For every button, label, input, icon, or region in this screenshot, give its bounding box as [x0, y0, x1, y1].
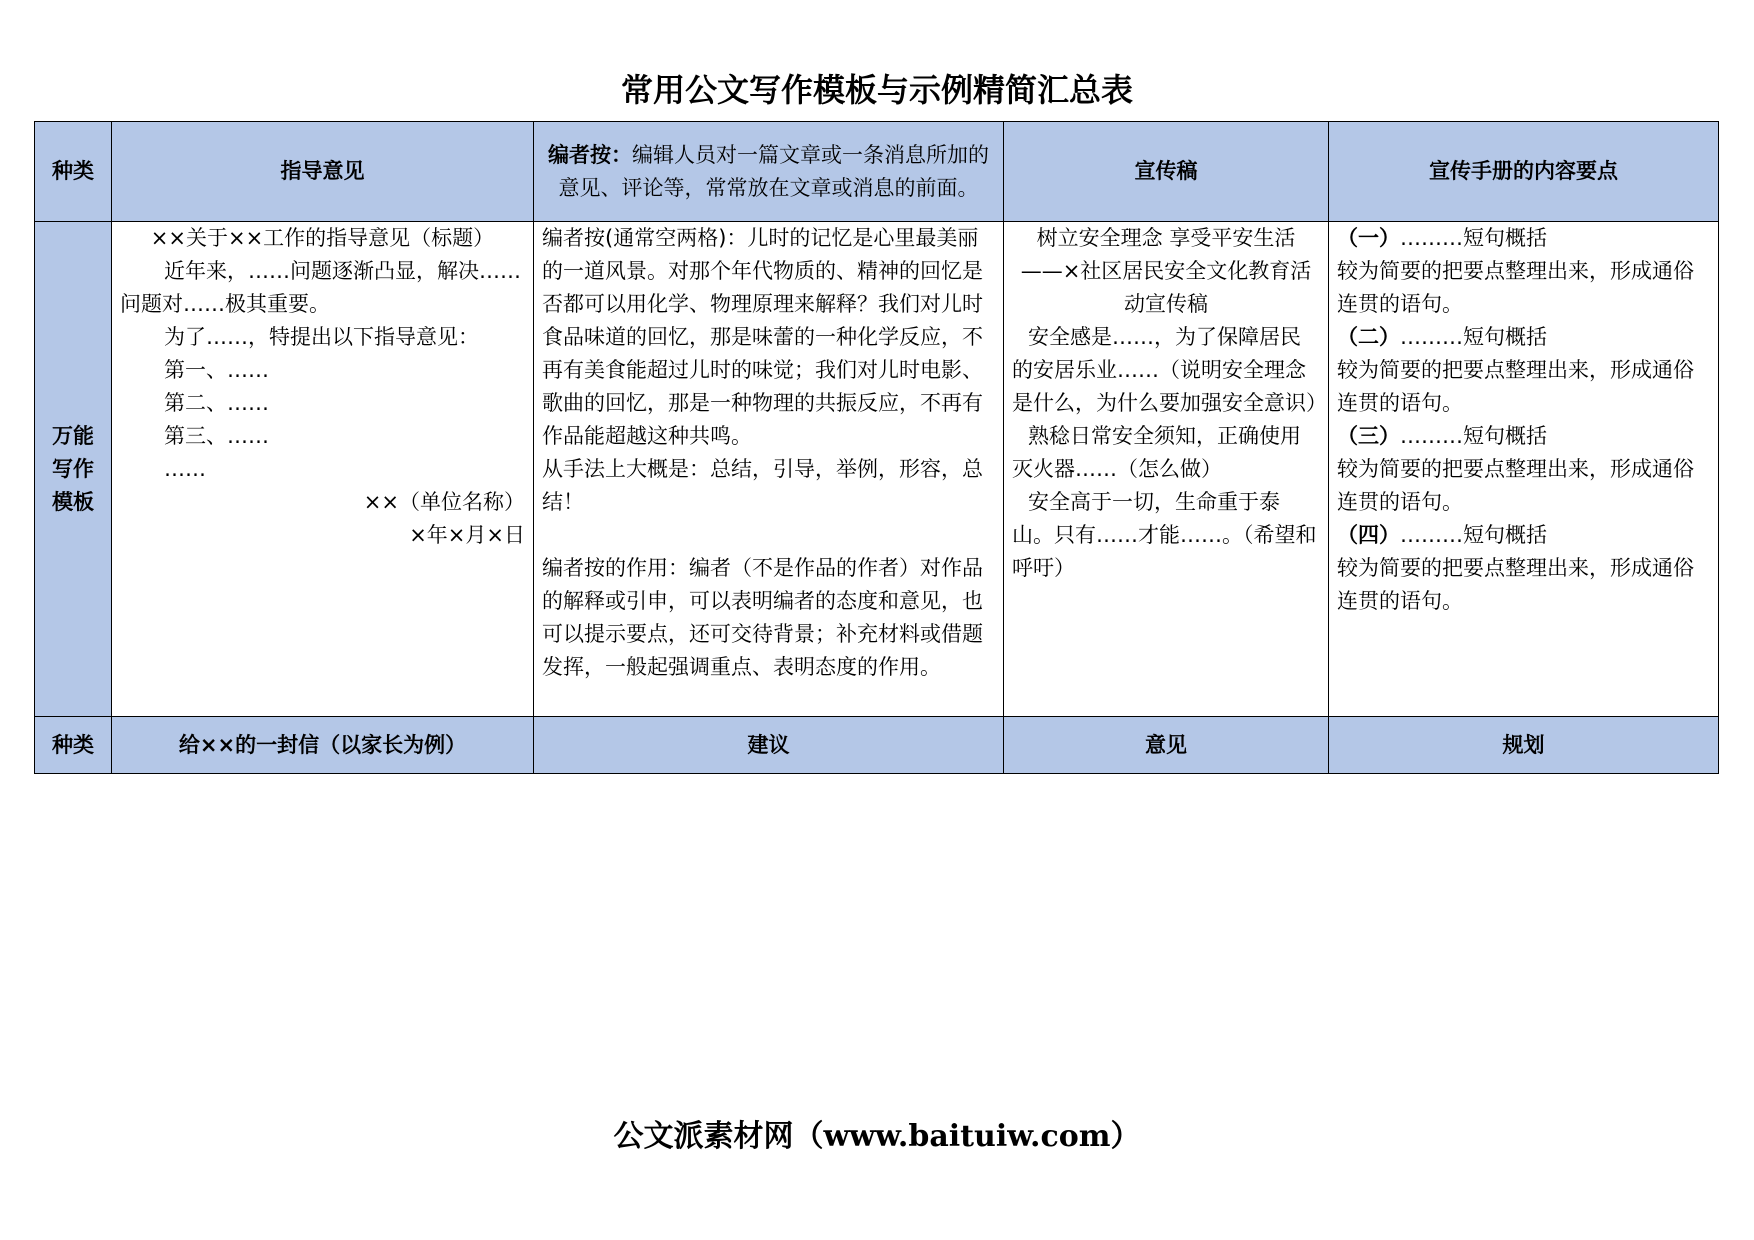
publicity-title: 树立安全理念 享受平安生活	[1036, 226, 1296, 250]
guidance-date: ×年×月×日	[409, 523, 525, 547]
brochure-point-4-heading	[1337, 519, 1710, 552]
site-footer: 公文派素材网（www.baituiw.com）	[613, 1119, 1141, 1154]
guidance-title: ××关于××工作的指导意见（标题）	[150, 226, 495, 250]
template-kind-label: 万能写作模板	[52, 423, 94, 514]
brochure-point-1-summary: ………短句概括	[1400, 226, 1547, 250]
publicity-para-1: 安全感是……，为了保障居民的安居乐业……（说明安全理念是什么，为什么要加强安全意识）	[1012, 325, 1327, 415]
summary-table	[34, 121, 1719, 774]
guidance-para-2: 为了……，特提出以下指导意见：	[164, 325, 479, 349]
template-kind-cell	[35, 222, 112, 717]
guidance-signer: ××（单位名称）	[363, 490, 525, 514]
header-kind-cell: 种类	[35, 122, 112, 222]
brochure-point-2-summary: ………短句概括	[1400, 325, 1547, 349]
brochure-point-2-number: （二）	[1337, 325, 1400, 349]
header-row	[35, 122, 1719, 222]
blank-line	[542, 519, 995, 552]
editor-note-technique: 从手法上大概是：总结，引导，举例，形容，总结！	[542, 457, 983, 514]
publicity-para-3: 安全高于一切，生命重于泰山。只有……才能……。（希望和呼吁）	[1012, 490, 1317, 580]
header-opinion-cell: 意见	[1004, 717, 1329, 774]
brochure-point-1-text: 较为简要的把要点整理出来，形成通俗连贯的语句。	[1337, 259, 1694, 316]
brochure-point-3-heading	[1337, 420, 1710, 453]
publicity-template-cell	[1004, 222, 1329, 717]
brochure-point-4-text: 较为简要的把要点整理出来，形成通俗连贯的语句。	[1337, 556, 1694, 613]
header-brochure-cell: 宣传手册的内容要点	[1329, 122, 1719, 222]
guidance-item-2: 第二、……	[164, 391, 269, 415]
document-title: 常用公文写作模板与示例精简汇总表	[620, 71, 1133, 109]
header-letter-cell: 给××的一封信（以家长为例）	[112, 717, 534, 774]
second-header-row	[35, 717, 1719, 774]
brochure-point-2-heading	[1337, 321, 1710, 354]
header-suggestion-cell: 建议	[534, 717, 1004, 774]
guidance-para-1: 近年来，……问题逐渐凸显，解决……问题对……极其重要。	[120, 259, 521, 316]
editor-note-template-cell	[534, 222, 1004, 717]
brochure-point-1-heading	[1337, 222, 1710, 255]
guidance-item-1: 第一、……	[164, 358, 269, 382]
publicity-para-2: 熟稔日常安全须知，正确使用灭火器……（怎么做）	[1012, 424, 1301, 481]
guidance-template-cell	[112, 222, 534, 717]
guidance-item-3: 第三、……	[164, 424, 269, 448]
brochure-point-3-number: （三）	[1337, 424, 1400, 448]
header-plan-cell: 规划	[1329, 717, 1719, 774]
template-row	[35, 222, 1719, 717]
brochure-template-cell	[1329, 222, 1719, 717]
publicity-subtitle: ——×社区居民安全文化教育活动宣传稿	[1020, 259, 1312, 316]
header-editor-note-cell	[534, 122, 1004, 222]
brochure-point-4-summary: ………短句概括	[1400, 523, 1547, 547]
guidance-item-4: ……	[164, 457, 206, 481]
brochure-point-4-number: （四）	[1337, 523, 1400, 547]
editor-note-function: 编者按的作用：编者（不是作品的作者）对作品的解释或引申，可以表明编者的态度和意见，也可以提示要点，还可交待背景；补充材料或借题发挥，一般起强调重点、表明态度的作用。	[542, 556, 983, 679]
editor-note-example: 编者按(通常空两格)：儿时的记忆是心里最美丽的一道风景。对那个年代物质的、精神的回忆是否都可以用化学、物理原理来解释？我们对儿时食品味道的回忆，那是味蕾的一种化学反应，不再有美食能超过儿时的味觉；我们对儿时电影、歌曲的回忆，那是一种物理的共振反应，不再有作品能超越这种共鸣。	[542, 226, 983, 448]
brochure-point-3-summary: ………短句概括	[1400, 424, 1547, 448]
header-guidance-cell: 指导意见	[112, 122, 534, 222]
brochure-point-1-number: （一）	[1337, 226, 1400, 250]
header-publicity-cell: 宣传稿	[1004, 122, 1329, 222]
second-header-kind-cell: 种类	[35, 717, 112, 774]
brochure-point-3-text: 较为简要的把要点整理出来，形成通俗连贯的语句。	[1337, 457, 1694, 514]
editor-note-definition: 编辑人员对一篇文章或一条消息所加的意见、评论等，常常放在文章或消息的前面。	[558, 142, 989, 200]
brochure-point-2-text: 较为简要的把要点整理出来，形成通俗连贯的语句。	[1337, 358, 1694, 415]
editor-note-label: 编者按：	[548, 142, 632, 167]
